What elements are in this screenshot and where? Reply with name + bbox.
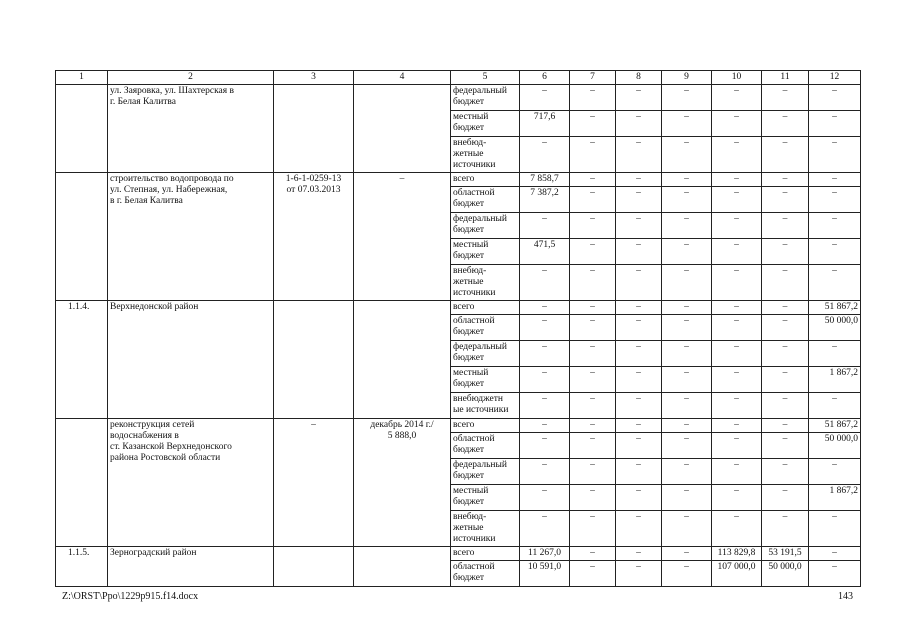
funding-source-cell: всего xyxy=(451,419,520,433)
value-cell: – xyxy=(616,315,662,341)
value-cell: – xyxy=(570,561,616,587)
funding-source-cell: местный бюджет xyxy=(451,367,520,393)
value-cell: – xyxy=(762,459,809,485)
value-cell: – xyxy=(662,265,712,301)
value-cell: 717,6 xyxy=(520,111,570,137)
value-cell: – xyxy=(520,315,570,341)
value-cell: – xyxy=(762,137,809,173)
value-cell: – xyxy=(616,419,662,433)
value-cell: – xyxy=(616,341,662,367)
value-cell: – xyxy=(616,547,662,561)
value-cell: – xyxy=(520,511,570,547)
value-cell: – xyxy=(520,419,570,433)
value-cell: – xyxy=(616,485,662,511)
budget-table xyxy=(55,70,861,587)
value-cell: – xyxy=(662,393,712,419)
value-cell: – xyxy=(712,265,762,301)
column-number-header: 12 xyxy=(809,71,861,85)
item-code-cell xyxy=(56,173,108,301)
value-cell: – xyxy=(809,393,861,419)
value-cell: – xyxy=(570,213,616,239)
value-cell: – xyxy=(616,137,662,173)
value-cell: – xyxy=(616,265,662,301)
value-cell: – xyxy=(520,393,570,419)
value-cell: – xyxy=(520,341,570,367)
value-cell: – xyxy=(616,213,662,239)
value-cell: – xyxy=(570,315,616,341)
footer-file-path: Z:\ORST\Ppo\1229p915.f14.docx xyxy=(62,591,199,602)
value-cell: – xyxy=(662,367,712,393)
value-cell: 11 267,0 xyxy=(520,547,570,561)
value-cell: – xyxy=(662,301,712,315)
value-cell: – xyxy=(520,213,570,239)
value-cell: – xyxy=(809,137,861,173)
value-cell: 7 387,2 xyxy=(520,187,570,213)
column-number-header: 11 xyxy=(762,71,809,85)
funding-source-cell: внебюд- жетные источники xyxy=(451,137,520,173)
funding-source-cell: федеральный бюджет xyxy=(451,341,520,367)
value-cell: – xyxy=(520,301,570,315)
table-row xyxy=(56,547,861,561)
value-cell: – xyxy=(762,393,809,419)
value-cell: – xyxy=(712,301,762,315)
completion-date-cell xyxy=(354,547,451,587)
value-cell: – xyxy=(662,547,712,561)
value-cell: – xyxy=(762,239,809,265)
value-cell: – xyxy=(616,111,662,137)
value-cell: – xyxy=(809,265,861,301)
value-cell: – xyxy=(570,485,616,511)
value-cell: – xyxy=(616,239,662,265)
value-cell: 107 000,0 xyxy=(712,561,762,587)
value-cell: – xyxy=(762,315,809,341)
funding-source-cell: всего xyxy=(451,173,520,187)
value-cell: – xyxy=(616,301,662,315)
page-number: 143 xyxy=(838,591,853,602)
value-cell: – xyxy=(616,459,662,485)
value-cell: – xyxy=(520,85,570,111)
value-cell: – xyxy=(712,85,762,111)
value-cell: – xyxy=(762,187,809,213)
value-cell: – xyxy=(712,393,762,419)
value-cell: – xyxy=(662,137,712,173)
value-cell: – xyxy=(762,341,809,367)
value-cell: – xyxy=(762,85,809,111)
value-cell: – xyxy=(712,433,762,459)
item-code-cell: 1.1.4. xyxy=(56,301,108,419)
document-ref-cell xyxy=(274,547,354,587)
value-cell: – xyxy=(662,511,712,547)
column-number-header: 3 xyxy=(274,71,354,85)
funding-source-cell: местный бюджет xyxy=(451,111,520,137)
item-code-cell xyxy=(56,85,108,173)
value-cell: – xyxy=(662,111,712,137)
value-cell: – xyxy=(570,433,616,459)
value-cell: 113 829,8 xyxy=(712,547,762,561)
table-row xyxy=(56,301,861,315)
column-number-header: 1 xyxy=(56,71,108,85)
value-cell: – xyxy=(520,433,570,459)
value-cell: – xyxy=(809,111,861,137)
column-number-header: 5 xyxy=(451,71,520,85)
column-number-header: 2 xyxy=(108,71,274,85)
value-cell: 50 000,0 xyxy=(809,433,861,459)
value-cell: – xyxy=(762,265,809,301)
value-cell: – xyxy=(520,367,570,393)
column-number-header: 9 xyxy=(662,71,712,85)
value-cell: – xyxy=(662,315,712,341)
item-name-cell: реконструкция сетей водоснабжения в ст. Казанской Верхнедонского района Ростовской области xyxy=(108,419,274,547)
value-cell: – xyxy=(616,393,662,419)
document-ref-cell: – xyxy=(274,419,354,547)
value-cell: – xyxy=(662,239,712,265)
value-cell: – xyxy=(662,433,712,459)
value-cell: – xyxy=(712,213,762,239)
value-cell: – xyxy=(762,485,809,511)
value-cell: 1 867,2 xyxy=(809,485,861,511)
value-cell: 1 867,2 xyxy=(809,367,861,393)
value-cell: – xyxy=(809,561,861,587)
value-cell: – xyxy=(712,511,762,547)
value-cell: – xyxy=(616,367,662,393)
table-row xyxy=(56,85,861,111)
value-cell: – xyxy=(616,433,662,459)
value-cell: – xyxy=(712,111,762,137)
completion-date-cell xyxy=(354,301,451,419)
value-cell: – xyxy=(809,173,861,187)
value-cell: – xyxy=(570,239,616,265)
value-cell: 10 591,0 xyxy=(520,561,570,587)
value-cell: – xyxy=(662,187,712,213)
document-ref-cell: 1-6-1-0259-13 от 07.03.2013 xyxy=(274,173,354,301)
value-cell: – xyxy=(712,137,762,173)
value-cell: – xyxy=(570,187,616,213)
funding-source-cell: всего xyxy=(451,547,520,561)
value-cell: – xyxy=(809,511,861,547)
value-cell: – xyxy=(570,265,616,301)
value-cell: – xyxy=(570,173,616,187)
item-code-cell: 1.1.5. xyxy=(56,547,108,587)
funding-source-cell: областной бюджет xyxy=(451,433,520,459)
value-cell: – xyxy=(712,315,762,341)
value-cell: 50 000,0 xyxy=(762,561,809,587)
column-number-header: 10 xyxy=(712,71,762,85)
value-cell: – xyxy=(570,137,616,173)
column-number-header: 8 xyxy=(616,71,662,85)
value-cell: – xyxy=(616,85,662,111)
table-header-row xyxy=(56,71,861,85)
item-name-cell: ул. Заяровка, ул. Шахтерская в г. Белая Калитва xyxy=(108,85,274,173)
funding-source-cell: местный бюджет xyxy=(451,239,520,265)
value-cell: – xyxy=(616,511,662,547)
funding-source-cell: федеральный бюджет xyxy=(451,459,520,485)
value-cell: – xyxy=(520,265,570,301)
value-cell: – xyxy=(616,561,662,587)
funding-source-cell: внебюд- жетные источники xyxy=(451,265,520,301)
value-cell: – xyxy=(616,173,662,187)
value-cell: – xyxy=(712,419,762,433)
value-cell: – xyxy=(712,485,762,511)
funding-source-cell: внебюд- жетные источники xyxy=(451,511,520,547)
funding-source-cell: всего xyxy=(451,301,520,315)
value-cell: – xyxy=(762,367,809,393)
value-cell: – xyxy=(712,459,762,485)
item-name-cell: Зерноградский район xyxy=(108,547,274,587)
completion-date-cell: – xyxy=(354,173,451,301)
value-cell: 53 191,5 xyxy=(762,547,809,561)
value-cell: – xyxy=(520,485,570,511)
value-cell: – xyxy=(762,111,809,137)
value-cell: – xyxy=(662,485,712,511)
funding-source-cell: областной бюджет xyxy=(451,315,520,341)
value-cell: – xyxy=(712,173,762,187)
value-cell: – xyxy=(762,433,809,459)
value-cell: – xyxy=(809,459,861,485)
value-cell: – xyxy=(762,213,809,239)
value-cell: – xyxy=(570,511,616,547)
value-cell: 50 000,0 xyxy=(809,315,861,341)
value-cell: – xyxy=(570,367,616,393)
funding-source-cell: федеральный бюджет xyxy=(451,85,520,111)
document-ref-cell xyxy=(274,301,354,419)
value-cell: – xyxy=(520,459,570,485)
value-cell: – xyxy=(809,187,861,213)
value-cell: – xyxy=(662,85,712,111)
value-cell: – xyxy=(616,187,662,213)
item-code-cell xyxy=(56,419,108,547)
value-cell: – xyxy=(520,137,570,173)
funding-source-cell: областной бюджет xyxy=(451,187,520,213)
funding-source-cell: областной бюджет xyxy=(451,561,520,587)
value-cell: – xyxy=(762,173,809,187)
column-number-header: 7 xyxy=(570,71,616,85)
value-cell: – xyxy=(762,511,809,547)
value-cell: – xyxy=(662,173,712,187)
value-cell: – xyxy=(712,187,762,213)
value-cell: – xyxy=(809,213,861,239)
column-number-header: 6 xyxy=(520,71,570,85)
value-cell: 7 858,7 xyxy=(520,173,570,187)
value-cell: – xyxy=(570,341,616,367)
value-cell: – xyxy=(570,419,616,433)
value-cell: – xyxy=(762,419,809,433)
value-cell: – xyxy=(662,341,712,367)
item-name-cell: строительство водопровода по ул. Степная, ул. Набережная, в г. Белая Калитва xyxy=(108,173,274,301)
value-cell: – xyxy=(570,85,616,111)
value-cell: 51 867,2 xyxy=(809,301,861,315)
value-cell: – xyxy=(662,419,712,433)
funding-source-cell: внебюджетн ые источники xyxy=(451,393,520,419)
value-cell: – xyxy=(570,393,616,419)
value-cell: – xyxy=(662,561,712,587)
value-cell: – xyxy=(712,341,762,367)
value-cell: – xyxy=(809,547,861,561)
funding-source-cell: федеральный бюджет xyxy=(451,213,520,239)
completion-date-cell xyxy=(354,85,451,173)
value-cell: 51 867,2 xyxy=(809,419,861,433)
value-cell: – xyxy=(809,341,861,367)
value-cell: – xyxy=(712,239,762,265)
value-cell: – xyxy=(762,301,809,315)
value-cell: – xyxy=(570,547,616,561)
funding-source-cell: местный бюджет xyxy=(451,485,520,511)
table-row xyxy=(56,419,861,433)
value-cell: 471,5 xyxy=(520,239,570,265)
value-cell: – xyxy=(662,213,712,239)
value-cell: – xyxy=(809,239,861,265)
value-cell: – xyxy=(570,459,616,485)
column-number-header: 4 xyxy=(354,71,451,85)
value-cell: – xyxy=(662,459,712,485)
completion-date-cell: декабрь 2014 г./ 5 888,0 xyxy=(354,419,451,547)
value-cell: – xyxy=(809,85,861,111)
table-row xyxy=(56,173,861,187)
value-cell: – xyxy=(712,367,762,393)
value-cell: – xyxy=(570,301,616,315)
value-cell: – xyxy=(570,111,616,137)
document-ref-cell xyxy=(274,85,354,173)
item-name-cell: Верхнедонской район xyxy=(108,301,274,419)
